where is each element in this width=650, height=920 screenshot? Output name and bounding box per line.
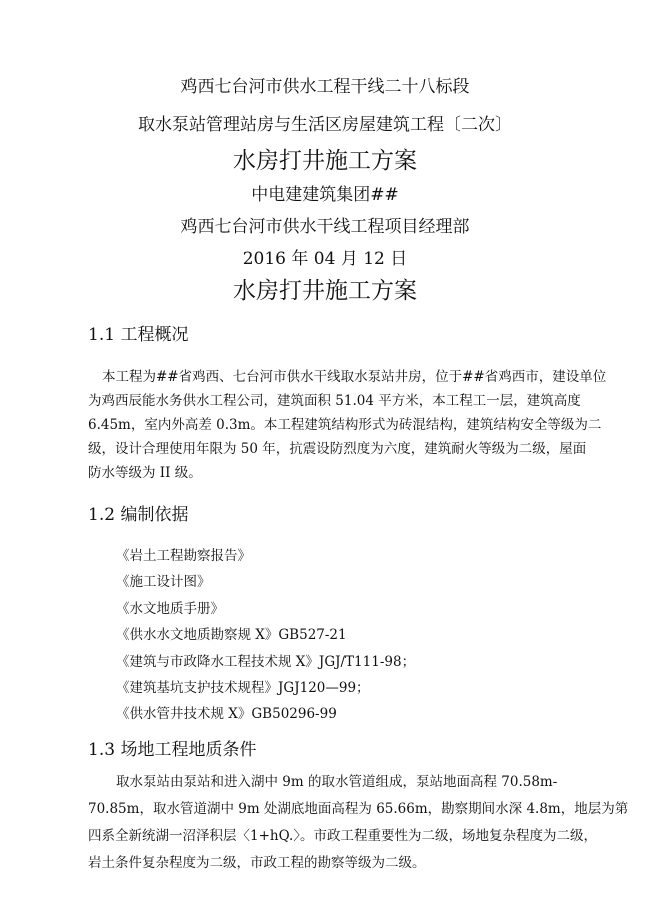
section-heading-1-3: 1.3 场地工程地质条件 <box>88 740 257 760</box>
geology-line: 70.85m，取水管道湖中 9m 处湖底地面高程为 65.66m，勘察期间水深 4.8m，地层为第 <box>88 801 629 817</box>
reference-item: 《施工设计图》 <box>116 574 211 590</box>
document-title: 水房打井施工方案 <box>233 278 417 304</box>
overview-line: 6.45m，室内外高差 0.3m。本工程建筑结构形式为砖混结构，建筑结构安全等级为二 <box>88 417 602 433</box>
title-line-2: 取水泵站管理站房与生活区房屋建筑工程〔二次〕 <box>138 115 512 135</box>
overview-line: 本工程为##省鸡西、七台河市供水干线取水泵站井房，位于##省鸡西市，建设单位 <box>102 369 607 385</box>
reference-item: 《建筑与市政降水工程技术规 X》JGJ/T111-98； <box>116 654 416 670</box>
reference-item: 《岩土工程勘察报告》 <box>116 548 251 564</box>
overview-line: 为鸡西辰能水务供水工程公司，建筑面积 51.04 平方米，本工程工一层，建筑高度 <box>88 393 581 409</box>
title-line-3: 水房打井施工方案 <box>233 148 417 174</box>
geology-line: 岩土条件复杂程度为二级，市政工程的勘察等级为二级。 <box>88 855 426 871</box>
geology-line: 四系全新统湖一沼泽积层〈1+hQ.〉。市政工程重要性为二级，场地复杂程度为二级， <box>88 828 598 844</box>
section-heading-1-2: 1.2 编制依据 <box>88 505 189 525</box>
reference-item: 《供水水文地质勘察规 X》GB527-21 <box>116 627 347 643</box>
overview-line: 级，设计合理使用年限为 50 年，抗震设防烈度为六度，建筑耐火等级为二级，屋面 <box>88 441 587 457</box>
company-name: 中电建建筑集团## <box>251 185 399 205</box>
reference-item: 《供水管井技术规 X》GB50296-99 <box>116 706 337 722</box>
reference-item: 《建筑基坑支护技术规程》JGJ120—99； <box>116 680 370 696</box>
reference-item: 《水文地质手册》 <box>116 601 224 617</box>
overview-line: 防水等级为 II 级。 <box>88 465 202 481</box>
department-name: 鸡西七台河市供水干线工程项目经理部 <box>180 217 470 237</box>
geology-line: 取水泵站由泵站和进入湖中 9m 的取水管道组成，泵站地面高程 70.58m- <box>116 774 558 790</box>
title-line-1: 鸡西七台河市供水工程干线二十八标段 <box>180 77 470 97</box>
section-heading-1-1: 1.1 工程概况 <box>88 325 189 345</box>
document-date: 2016 年 04 月 12 日 <box>242 249 408 269</box>
